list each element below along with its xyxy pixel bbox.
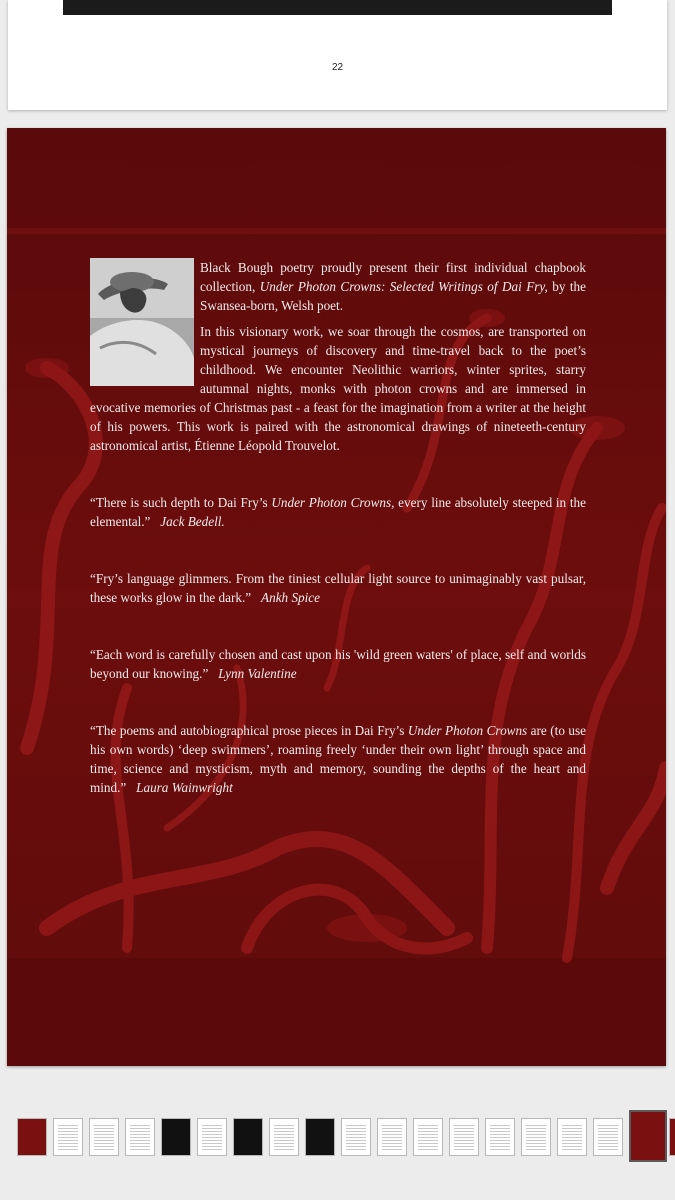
page-thumbnail[interactable] bbox=[377, 1118, 407, 1156]
quote-3: “Each word is carefully chosen and cast upon his 'wild green waters' of place, self and worlds beyond our knowing.” Lynn Valentine bbox=[90, 647, 586, 681]
page-thumbnail-strip bbox=[0, 1098, 675, 1178]
thumbnail-text-lines bbox=[274, 1125, 294, 1151]
page-thumbnail[interactable] bbox=[233, 1118, 263, 1156]
thumbnail-text-lines bbox=[58, 1125, 78, 1151]
thumbnail-text-lines bbox=[454, 1125, 474, 1151]
quote-author: Ankh Spice bbox=[261, 590, 320, 605]
current-page bbox=[7, 128, 666, 1066]
thumbnail-text-lines bbox=[202, 1125, 222, 1151]
thumbnail-text-lines bbox=[382, 1125, 402, 1151]
page-thumbnail[interactable] bbox=[89, 1118, 119, 1156]
page-thumbnail[interactable] bbox=[53, 1118, 83, 1156]
previous-page bbox=[8, 0, 667, 110]
quote-4: “The poems and autobiographical prose pieces in Dai Fry’s Under Photon Crowns are (to use his own words) ‘deep swimmers’, roaming freely ‘under their own light’ through space and time, science and mysticism, myth and memory, sounding the depths of the heart and mind.” Laura Wainwright bbox=[90, 723, 587, 795]
page-thumbnail[interactable] bbox=[449, 1118, 479, 1156]
quote-2: “Fry’s language glimmers. From the tiniest cellular light source to unimaginably vast pulsar, these works glow in the dark.” Ankh Spice bbox=[90, 571, 586, 605]
page-thumbnail[interactable] bbox=[557, 1118, 587, 1156]
page-thumbnail[interactable] bbox=[593, 1118, 623, 1156]
quote-author: Laura Wainwright bbox=[136, 780, 233, 795]
page-thumbnail[interactable] bbox=[125, 1118, 155, 1156]
page-thumbnail[interactable] bbox=[413, 1118, 443, 1156]
thumbnail-text-lines bbox=[130, 1125, 150, 1151]
page-thumbnail[interactable] bbox=[341, 1118, 371, 1156]
thumbnail-text-lines bbox=[94, 1125, 114, 1151]
page-number: 22 bbox=[331, 62, 344, 73]
thumbnail-text-lines bbox=[490, 1125, 510, 1151]
quote-author: Lynn Valentine bbox=[218, 666, 297, 681]
thumbnail-text-lines bbox=[598, 1125, 618, 1151]
intro-paragraph-1: Black Bough poetry proudly present their first individual chapbook collection, Under Photon Crowns: Selected Writings of Dai Fry, by the Swansea-born, Welsh poet. bbox=[200, 260, 586, 313]
author-photo bbox=[90, 258, 194, 386]
page-text bbox=[90, 258, 586, 835]
intro-paragraph-2: In this visionary work, we soar through the cosmos, are transported on mystical journeys of discovery and time-travel back to the poet’s childhood. We encounter Neolithic warriors, winter sprites, starry autumnal nights, monks with photon crowns and are immersed in evocative memories of Christmas past - a feast for the imagination from a writer at the height of his powers. This work is paired with the astronomical drawings of nineteeth-century astronomical artist, Étienne Léopold Trouvelot. bbox=[90, 324, 586, 453]
previous-page-image bbox=[63, 0, 612, 15]
page-thumbnail[interactable] bbox=[305, 1118, 335, 1156]
page-thumbnail[interactable] bbox=[485, 1118, 515, 1156]
page-thumbnail[interactable] bbox=[669, 1118, 675, 1156]
page-thumbnail[interactable] bbox=[197, 1118, 227, 1156]
thumbnail-text-lines bbox=[346, 1125, 366, 1151]
thumbnail-text-lines bbox=[562, 1125, 582, 1151]
thumbnail-text-lines bbox=[418, 1125, 438, 1151]
page-thumbnail[interactable] bbox=[269, 1118, 299, 1156]
quote-author: Jack Bedell. bbox=[160, 514, 225, 529]
page-thumbnail[interactable] bbox=[161, 1118, 191, 1156]
page-thumbnail[interactable] bbox=[521, 1118, 551, 1156]
thumbnail-text-lines bbox=[526, 1125, 546, 1151]
quote-1: “There is such depth to Dai Fry’s Under Photon Crowns, every line absolutely steeped in the elemental.” Jack Bedell. bbox=[90, 495, 586, 529]
page-thumbnail[interactable] bbox=[17, 1118, 47, 1156]
page-thumbnail-selected[interactable] bbox=[629, 1110, 667, 1162]
